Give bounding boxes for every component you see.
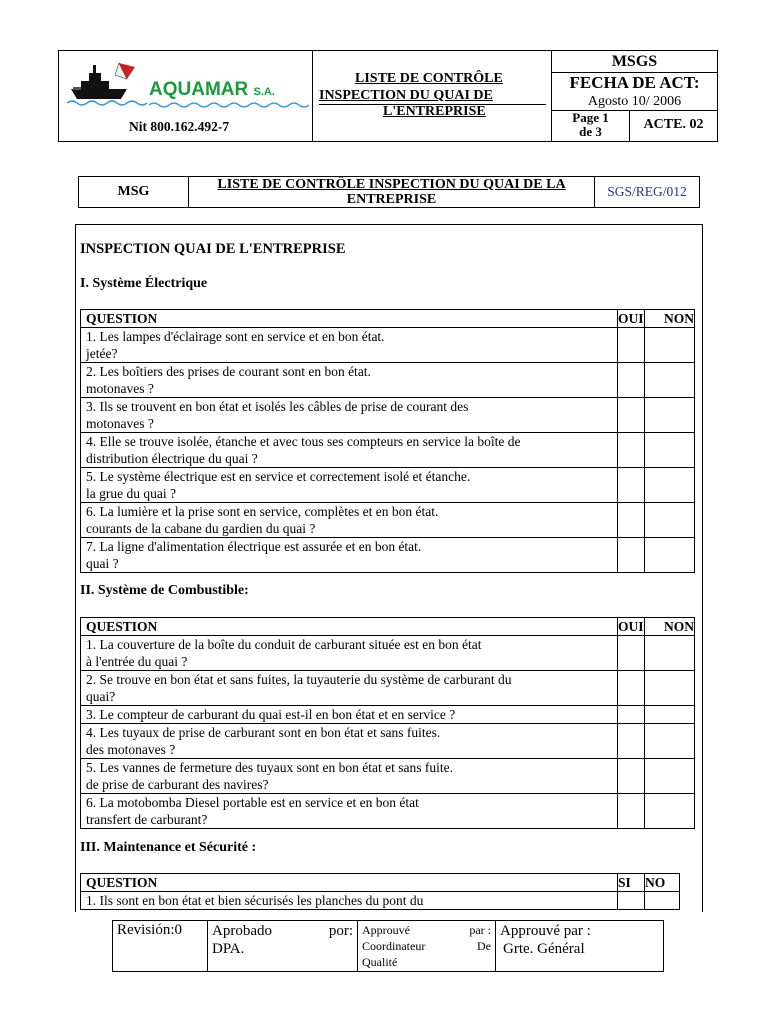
aprobado-cell [208,921,358,971]
subheader-title-line1: LISTE DE CONTRÔLE INSPECTION DU QUAI DE LA [217,177,566,192]
table-row [81,363,695,398]
table-row [81,433,695,468]
manager-cell [496,921,663,971]
question-line: 1. Les lampes d'éclairage sont en service et en bon état. [86,329,385,344]
coordinator-quality: Qualité [362,955,398,969]
section-1-title: I. Système Électrique [80,276,208,291]
yes-checkbox[interactable] [618,794,645,829]
table-row [81,671,695,706]
yes-checkbox[interactable] [618,636,645,671]
header-title-line2: INSPECTION DU QUAI DE [319,88,493,103]
no-checkbox[interactable] [645,892,680,910]
col-question: QUESTION [81,310,618,328]
yes-checkbox[interactable] [618,503,645,538]
no-checkbox[interactable] [645,328,695,363]
fecha-label: FECHA DE ACT: [569,73,700,92]
question-line: 6. La lumière et la prise sont en service, complètes et en bon état. [86,504,439,519]
question-line: 4. Les tuyaux de prise de carburant sont en bon état et sans fuites. [86,725,441,740]
question-text [81,759,618,794]
manager-label: Approuvé par : [500,923,591,939]
question-text [81,892,618,910]
question-line: motonaves ? [86,381,154,396]
aprobado-por: por: [328,923,353,939]
col-no: NO [645,874,680,892]
subheader-reg: SGS/REG/012 [594,176,700,208]
question-line: 7. La ligne d'alimentation électrique est assurée et en bon état. [86,539,422,554]
question-text [81,363,618,398]
no-checkbox[interactable] [645,363,695,398]
header-title-line1: LISTE DE CONTRÔLE [355,71,503,86]
question-line: 2. Se trouve en bon état et sans fuites, la tuyauterie du système de carburant du [86,672,512,687]
question-line: la grue du quai ? [86,486,176,501]
col-no-label: NON [664,619,694,634]
subheader-title [188,176,595,208]
doc-title: INSPECTION QUAI DE L'ENTREPRISE [80,241,346,257]
yes-checkbox[interactable] [618,468,645,503]
question-line: 3. Ils se trouvent en bon état et isolés les câbles de prise de courant des [86,399,469,414]
question-line: quai? [86,689,116,704]
page-line-1: Page 1 [572,110,609,125]
no-checkbox[interactable] [645,794,695,829]
question-text [81,538,618,573]
question-text [81,706,618,724]
coordinator-label: Approuvé [362,923,410,937]
table-row [81,724,695,759]
header-info-cell [551,50,718,142]
no-checkbox[interactable] [645,724,695,759]
yes-checkbox[interactable] [618,724,645,759]
manager-title: Grte. Général [503,941,585,957]
aquamar-logo-icon [67,59,147,109]
col-question: QUESTION [81,874,618,892]
acte-value: ACTE. 02 [643,117,704,132]
question-line: quai ? [86,556,119,571]
question-line: des motonaves ? [86,742,176,757]
col-question: QUESTION [81,618,618,636]
section-3-title: III. Maintenance et Sécurité : [80,840,257,855]
question-text [81,636,618,671]
company-name [149,79,275,101]
subheader-code: MSG [78,176,189,208]
revision-text: Revisión:0 [117,922,183,938]
question-line: 1. La couverture de la boîte du conduit de carburant située est en bon état [86,637,482,652]
yes-checkbox[interactable] [618,892,645,910]
table-row [81,892,680,910]
question-text [81,468,618,503]
table-row [81,328,695,363]
table-row [81,794,695,829]
table-row [81,468,695,503]
yes-checkbox[interactable] [618,363,645,398]
yes-checkbox[interactable] [618,538,645,573]
table-row [81,538,695,573]
question-text [81,398,618,433]
header-code: MSGS [611,53,658,70]
section-2-table [80,617,695,829]
no-checkbox[interactable] [645,538,695,573]
company-suffix: S.A. [253,86,275,98]
header-title-cell [312,50,552,142]
no-checkbox[interactable] [645,706,695,724]
wave-line-icon [149,101,309,109]
question-text [81,671,618,706]
coordinator-cell [358,921,496,971]
question-line: de prise de carburant des navires? [86,777,269,792]
table-header-row [81,618,695,636]
question-text [81,328,618,363]
page-indicator [552,111,629,139]
question-line: 2. Les boîtiers des prises de courant sont en bon état. [86,364,371,379]
col-no [645,618,695,636]
yes-checkbox[interactable] [618,433,645,468]
question-line: 4. Elle se trouve isolée, étanche et avec tous ses compteurs en service la boîte de [86,434,521,449]
table-header-row [81,310,695,328]
question-text [81,794,618,829]
question-line: courants de la cabane du gardien du quai ? [86,521,316,536]
section-3-table [80,873,680,910]
yes-checkbox[interactable] [618,706,645,724]
no-checkbox[interactable] [645,503,695,538]
question-line: distribution électrique du quai ? [86,451,258,466]
page-line-2: de 3 [579,124,602,139]
question-line: 3. Le compteur de carburant du quai est-il en bon état et en service ? [86,707,456,722]
col-yes: OUI [618,311,644,326]
coordinator-de: De [477,939,491,953]
revision-cell [113,921,208,971]
coordinator-title: Coordinateur [362,939,426,953]
no-checkbox[interactable] [645,636,695,671]
col-no-label: NON [664,311,694,326]
question-line: motonaves ? [86,416,154,431]
question-text [81,433,618,468]
footer-approvals [112,920,664,972]
no-checkbox[interactable] [645,468,695,503]
aprobado-label: Aprobado [212,923,272,939]
header-title-line3: L'ENTREPRISE [383,104,486,119]
aprobado-name: DPA. [212,941,245,957]
coordinator-par: par : [469,923,491,937]
no-checkbox[interactable] [645,398,695,433]
question-line: transfert de carburant? [86,812,208,827]
col-yes: OUI [618,619,644,634]
section-2-title: II. Système de Combustible: [80,583,249,598]
question-text [81,503,618,538]
table-row [81,636,695,671]
table-row [81,398,695,433]
no-checkbox[interactable] [645,671,695,706]
question-line: 1. Ils sont en bon état et bien sécurisés les planches du pont du [86,893,424,908]
yes-checkbox[interactable] [618,671,645,706]
question-line: 6. La motobomba Diesel portable est en service et en bon état [86,795,419,810]
no-checkbox[interactable] [645,759,695,794]
table-row [81,503,695,538]
fecha-value: Agosto 10/ 2006 [587,94,682,109]
company-label: AQUAMAR [149,79,249,100]
header-logo-cell [58,50,313,142]
col-no [645,310,695,328]
subheader-title-line2: ENTREPRISE [346,192,437,207]
table-row [81,759,695,794]
yes-checkbox[interactable] [618,328,645,363]
yes-checkbox[interactable] [618,398,645,433]
table-row [81,706,695,724]
yes-checkbox[interactable] [618,759,645,794]
section-1-table [80,309,695,573]
nit-text: Nit 800.162.492-7 [129,119,230,134]
table-header-row [81,874,680,892]
question-text [81,724,618,759]
question-line: à l'entrée du quai ? [86,654,188,669]
no-checkbox[interactable] [645,433,695,468]
question-line: 5. Les vannes de fermeture des tuyaux sont en bon état et sans fuite. [86,760,454,775]
question-line: 5. Le système électrique est en service et correctement isolé et étanche. [86,469,471,484]
col-yes: SI [618,874,645,892]
question-line: jetée? [86,346,118,361]
